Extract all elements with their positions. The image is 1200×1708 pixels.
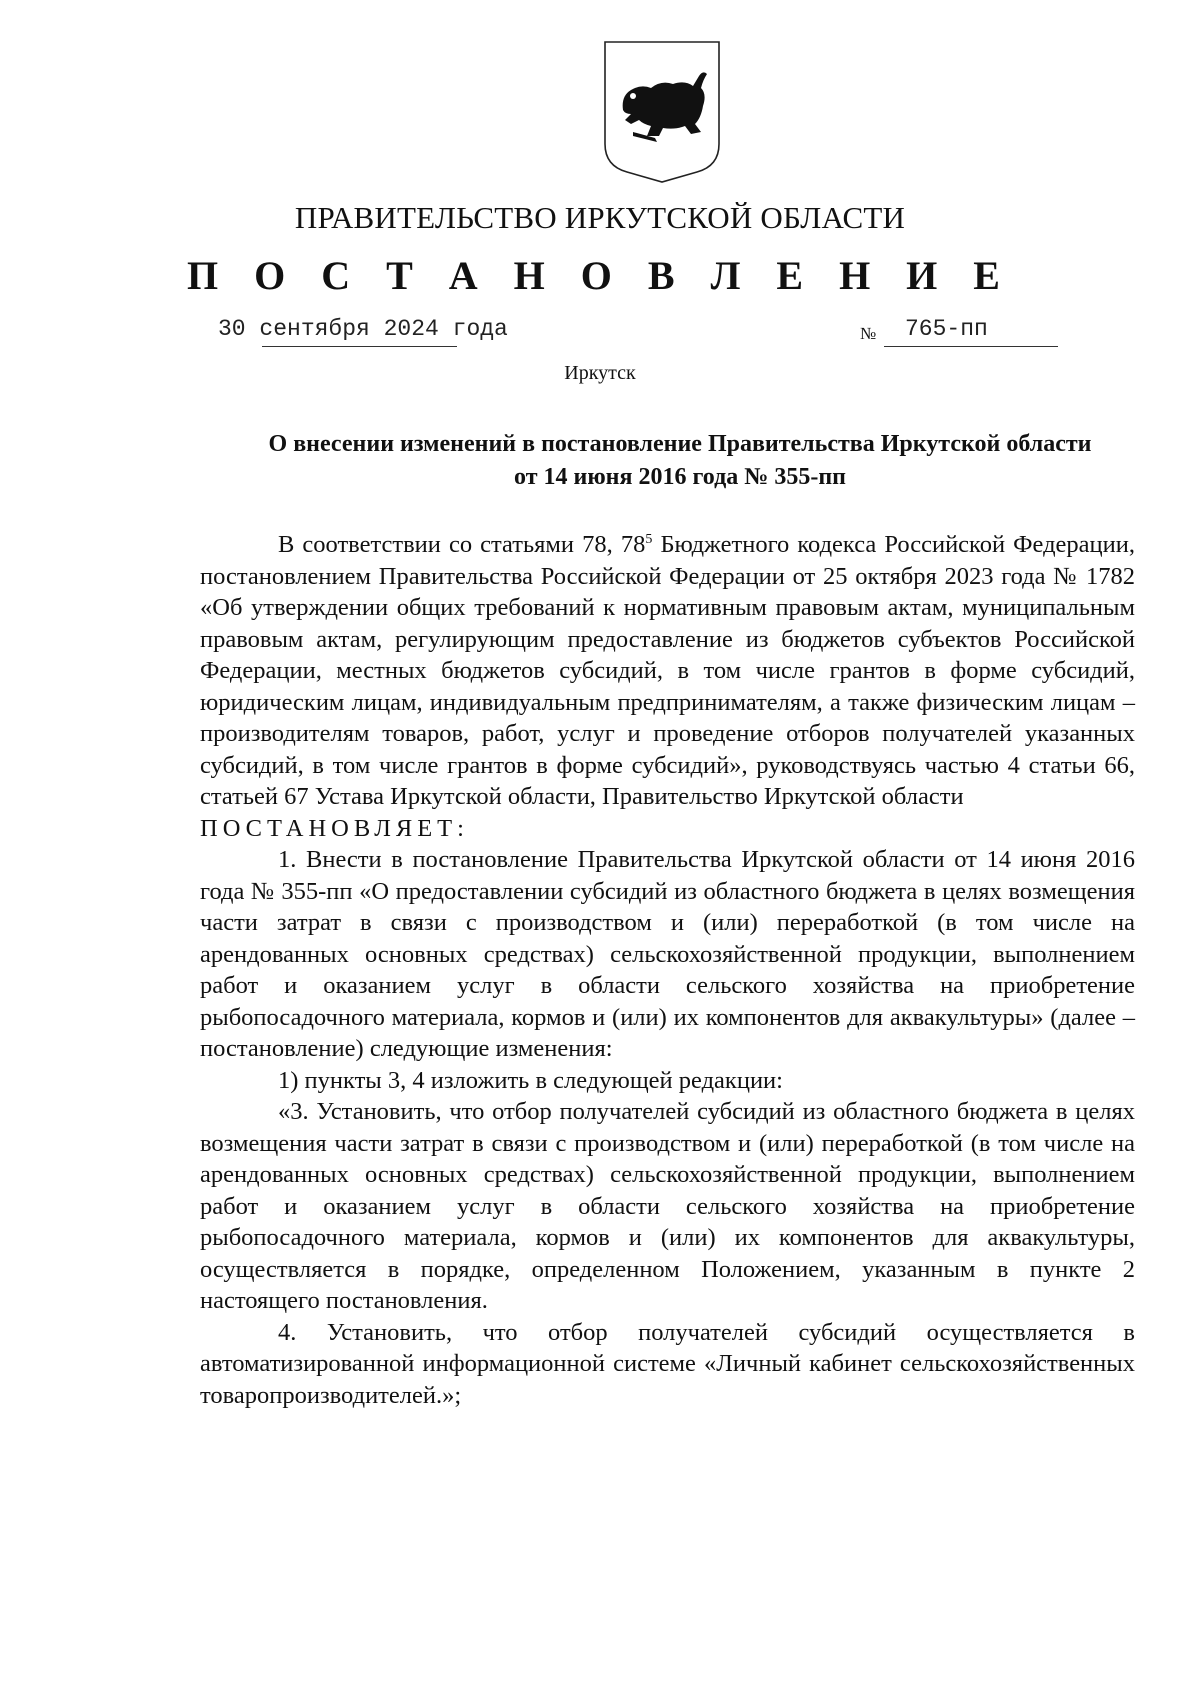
decree-word: ПОСТАНОВЛЯЕТ: (200, 814, 469, 842)
quoted-point-4: 4. Установить, что отбор получателей субсидий осуществляется в автоматизированной информационной системе «Личный кабинет сельскохозяйственных товаропроизводителей.»; (200, 1318, 1135, 1409)
document-title (200, 428, 1160, 494)
preamble-paragraph (200, 524, 1135, 813)
preamble-text-start: В соответствии со статьями 78, 78 (278, 531, 646, 559)
document-body (200, 524, 1135, 1411)
preamble-text-end: Бюджетного кодекса Российской Федерации, постановлением Правительства Российской Федерации от 25 октября 2023 года № 1782 «Об утверждении общих требований к нормативным правовым актам, муниципальным правовым актам, регулирующим предоставление из бюджетов субъектов Российской Федерации, местных бюджетов субсидий, в том числе грантов в форме субсидий, юридическим лицам, индивидуальным предпринимателям, а также физическим лицам – производителям товаров, работ, услуг и проведение отборов получателей указанных субсидий, в том числе грантов в форме субсидий», руководствуясь частью 4 статьи 66, статьей 67 Устава Иркутской области, Правительство Иркутской области (200, 531, 1135, 811)
babr-icon (623, 72, 707, 142)
title-line-2: от 14 июня 2016 года № 355-пп (514, 464, 846, 490)
city-name: Иркутск (564, 362, 636, 384)
item-1-paragraph: 1. Внести в постановление Правительства Иркутской области от 14 июня 2016 года № 355-пп «О предоставлении субсидий из областного бюджета в целях возмещения части затрат в связи с производством и (или) переработкой (в том числе на арендованных основных средствах) сельскохозяйственной продукции, выполнением работ и оказанием услуг в области сельского хозяйства на приобретение рыбопосадочного материала, кормов и (или) их компонентов для аквакультуры» (далее – постановление) следующие изменения: (200, 846, 1135, 1063)
date-underline (262, 346, 457, 347)
coat-of-arms-emblem (603, 40, 721, 184)
document-type-heading: П О С Т А Н О В Л Е Н И Е (187, 253, 1013, 298)
quoted-point-3: «3. Установить, что отбор получателей субсидий из областного бюджета в целях возмещения части затрат в связи с производством и (или) переработкой (в том числе на арендованных основных средствах) сельскохозяйственной продукции, выполнением работ и оказанием услуг в области сельского хозяйства на приобретение рыбопосадочного материала, кормов и (или) их компонентов для аквакультуры, осуществляется в порядке, определенном Положением, указанным в пункте 2 настоящего постановления. (200, 1098, 1135, 1315)
article-superscript: 5 (645, 532, 653, 547)
number-sign: № (860, 324, 877, 343)
subitem-1-paragraph: 1) пункты 3, 4 изложить в следующей редакции: (278, 1066, 783, 1094)
title-line-1: О внесении изменений в постановление Правительства Иркутской области (268, 431, 1092, 457)
government-name: ПРАВИТЕЛЬСТВО ИРКУТСКОЙ ОБЛАСТИ (294, 200, 906, 235)
number-underline (884, 346, 1058, 347)
document-number: 765-пп (905, 316, 988, 342)
document-date: 30 сентября 2024 года (218, 316, 508, 342)
